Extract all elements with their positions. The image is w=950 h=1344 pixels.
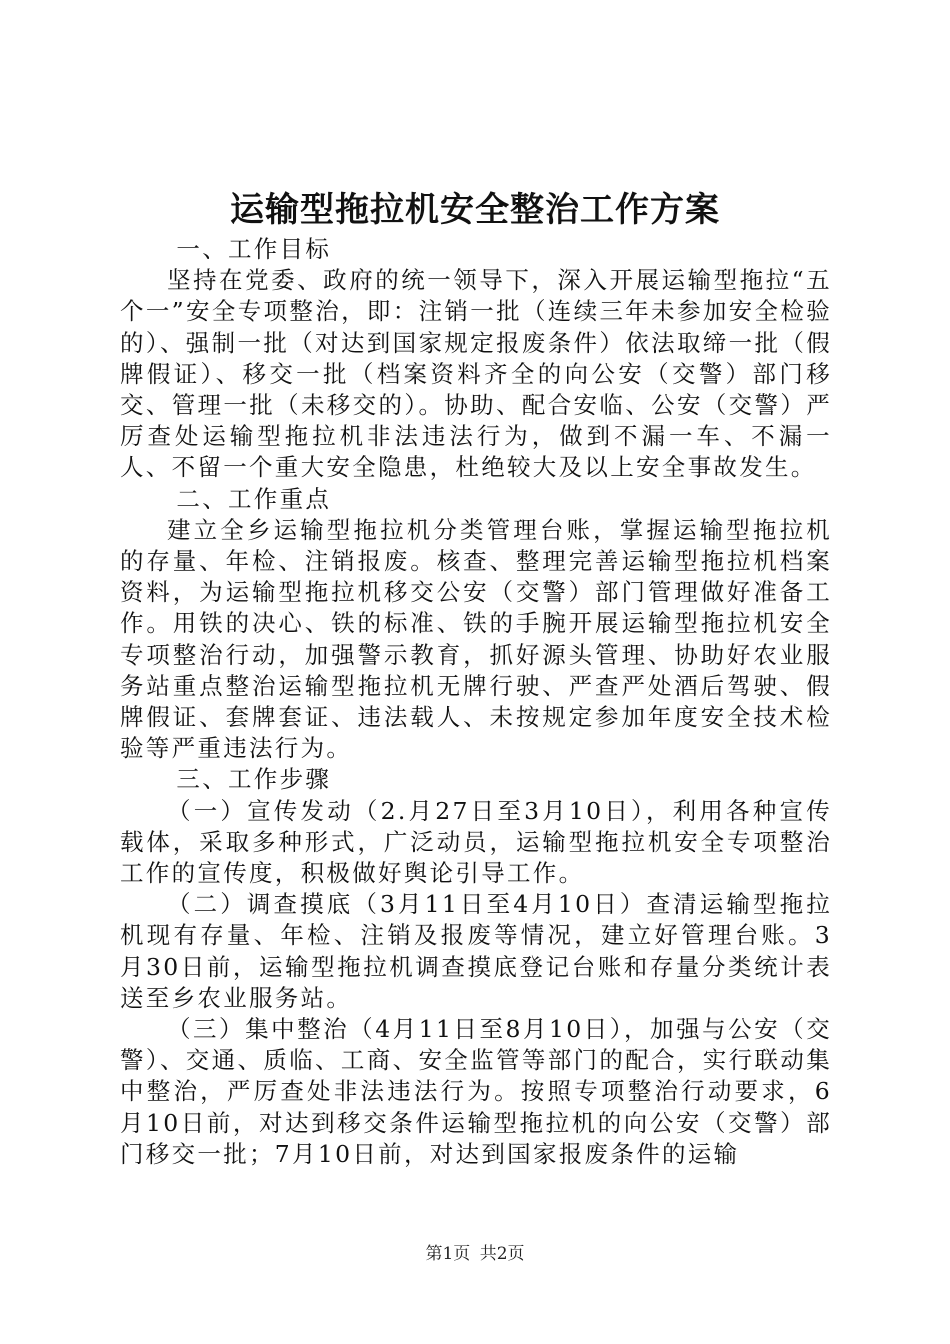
paragraph-step-1: （一）宣传发动（2.月27日至3月10日），利用各种宣传载体，采取多种形式，广泛动员，运输型拖拉机安全专项整治工作的宣传度，积极做好舆论引导工作。 xyxy=(120,796,832,888)
page-footer xyxy=(0,1242,950,1266)
document-title: 运输型拖拉机安全整治工作方案 xyxy=(230,190,720,230)
page-total: 共2页 xyxy=(479,1244,525,1264)
section-heading-goals: 一、工作目标 xyxy=(176,235,332,263)
document-body xyxy=(120,234,832,1170)
page-number: 第1页 xyxy=(425,1244,471,1264)
section-heading-focus: 二、工作重点 xyxy=(176,484,332,513)
paragraph-focus: 建立全乡运输型拖拉机分类管理台账，掌握运输型拖拉机的存量、年检、注销报废。核查、整理完善运输型拖拉机档案资料，为运输型拖拉机移交公安（交警）部门管理做好准备工作。用铁的决心、铁的标准、铁的手腕开展运输型拖拉机安全专项整治行动，加强警示教育，抓好源头管理、协助好农业服务站重点整治运输型拖拉机无牌行驶、严查严处酒后驾驶、假牌假证、套牌套证、违法载人、未按规定参加年度安全技术检验等严重违法行为。 xyxy=(120,515,832,763)
paragraph-goals: 坚持在党委、政府的统一领导下，深入开展运输型拖拉“五个一”安全专项整治，即：注销一批（连续三年未参加安全检验的）、强制一批（对达到国家规定报废条件）依法取缔一批（假牌假证）、移交一批（档案资料齐全的向公安（交警）部门移交、管理一批（未移交的）。协助、配合安临、公安（交警）严厉查处运输型拖拉机非法违法行为，做到不漏一车、不漏一人、不留一个重大安全隐患，杜绝较大及以上安全事故发生。 xyxy=(120,266,832,482)
paragraph-step-2: （二）调查摸底（3月11日至4月10日）查清运输型拖拉机现有存量、年检、注销及报废等情况，建立好管理台账。3月30日前，运输型拖拉机调查摸底登记台账和存量分类统计表送至乡农业服务站。 xyxy=(120,890,832,1012)
section-heading-steps: 三、工作步骤 xyxy=(176,765,332,794)
paragraph-step-3: （三）集中整治（4月11日至8月10日），加强与公安（交警）、交通、质临、工商、安全监管等部门的配合，实行联动集中整治，严厉查处非法违法行为。按照专项整治行动要求，6月10日前，对达到移交条件运输型拖拉机的向公安（交警）部门移交一批；7月10日前，对达到国家报废条件的运输 xyxy=(120,1015,832,1168)
